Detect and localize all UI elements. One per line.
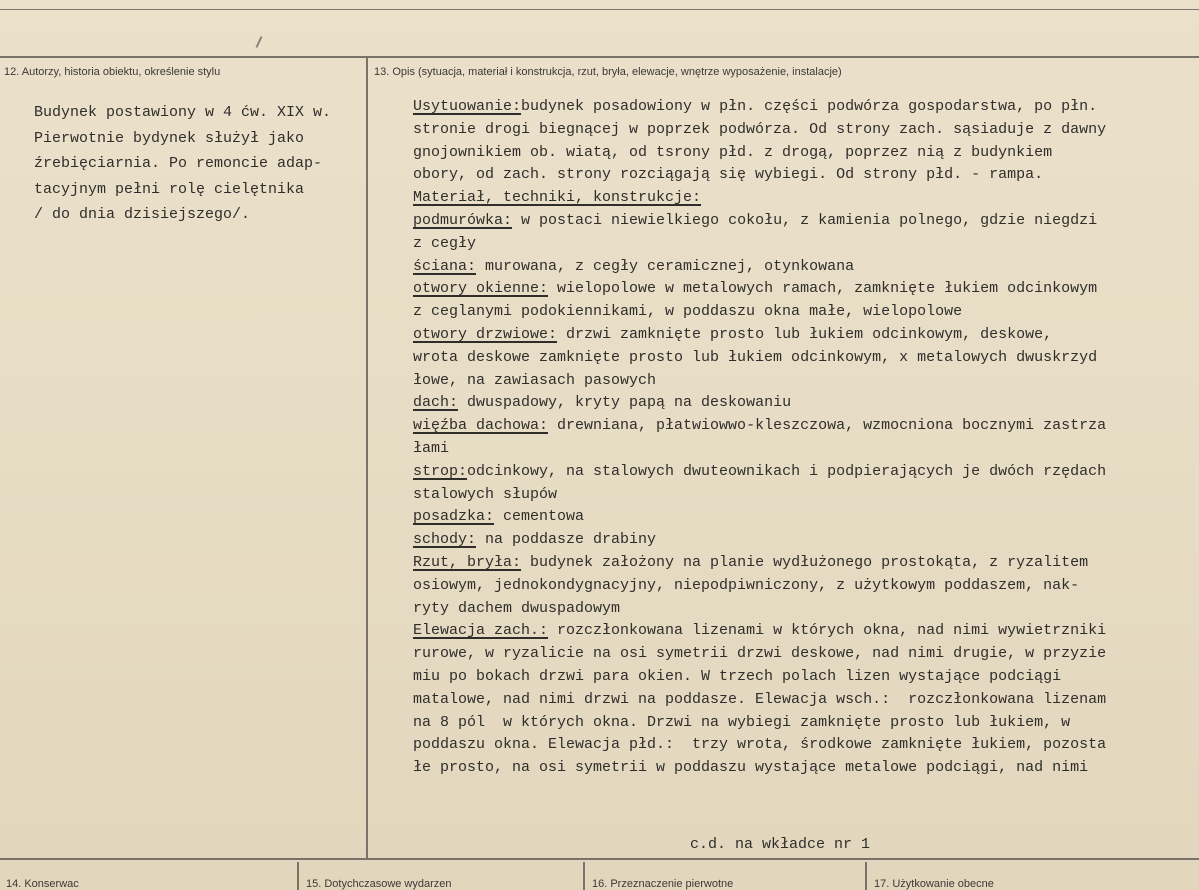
line-text: rurowe, w ryzalicie na osi symetrii drzwi deskowe, nad nimi drugie, w przyzie [413,645,1107,663]
section-label: Materiał, techniki, konstrukcje: [413,189,702,207]
line-text: rozczłonkowana lizenami w których okna, nad nimi wywietrzniki [548,622,1107,640]
line-text: łe prosto, na osi symetrii w poddaszu wystające metalowe podciągi, nad nimi [413,759,1089,777]
field-12-line: / do dnia dzisiejszego/. [34,206,251,223]
field-13-line [413,757,1199,780]
line-text: z cegły [413,234,477,252]
line-text: poddaszu okna. Elewacja płd.: trzy wrota, środkowe zamknięte łukiem, pozosta [413,736,1107,754]
line-text: wielopolowe w metalowych ramach, zamknięte łukiem odcinkowym [548,280,1098,298]
line-text: drewniana, płatwiowwo-kleszczowa, wzmocniona bocznymi zastrza [548,417,1107,435]
column-divider [366,58,368,858]
footer-divider-3 [865,862,867,890]
field-13-line [413,164,1199,187]
line-text: budynek założony na planie wydłużonego prostokąta, z ryzalitem [521,553,1089,571]
field-13-line [413,370,1199,393]
section-divider-bottom [0,858,1199,860]
field-14-header: 14. Konserwac [6,878,79,890]
line-text: ryty dachem dwuspadowym [413,599,621,617]
section-label: Elewacja zach.: [413,622,549,640]
field-12-line: Pierwotnie bydynek służył jako [34,129,305,147]
field-13-line [413,187,1199,210]
line-text: budynek posadowiony w płn. części podwórza gospodarstwa, po płn. [521,98,1098,115]
section-label: więźba dachowa: [413,417,549,435]
section-label: otwory okienne: [413,280,549,298]
line-text: dwuspadowy, kryty papą na deskowaniu [458,394,792,412]
section-label: ściana: [413,257,477,275]
field-13-line [413,643,1199,666]
footer-divider-2 [583,862,585,890]
field-13-text [413,96,1199,780]
line-text: łami [413,439,450,457]
section-label: podmurówka: [413,211,513,229]
field-13-line [413,598,1199,621]
section-label: otwory drzwiowe: [413,325,558,343]
field-13-line [413,620,1199,643]
line-text: stalowych słupów [413,485,558,503]
field-13-line [413,438,1199,461]
section-label: strop: [413,462,468,480]
field-13-line [413,689,1199,712]
field-13-line [413,210,1199,233]
section-divider-top [0,56,1199,58]
line-text: w postaci niewielkiego cokołu, z kamienia polnego, gdzie niegdzi [512,211,1098,229]
field-13-line [413,392,1199,415]
field-13-header: 13. Opis (sytuacja, materiał i konstrukcja, rzut, bryła, elewacje, wnętrze wyposażenie, instalacje) [374,66,842,78]
field-12-text [34,100,364,228]
field-13-line [413,233,1199,256]
line-text: matalowe, nad nimi drzwi na poddasze. Elewacja wsch.: rozczłonkowana lizenam [413,690,1107,708]
field-13-line [413,552,1199,575]
field-13-line [413,119,1199,142]
line-text: z ceglanymi podokiennikami, w poddaszu okna małe, wielopolowe [413,303,963,321]
field-13-line [413,575,1199,598]
field-13-line [413,506,1199,529]
field-13-line [413,256,1199,279]
line-text: gnojownikiem ob. wiatą, od tsrony płd. z drogą, poprzez nią z budynkiem [413,143,1053,161]
top-divider [0,9,1199,10]
continuation-note: c.d. na wkładce nr 1 [690,836,871,853]
footer-divider-1 [297,862,299,890]
section-label: schody: [413,531,477,549]
line-text: cementowa [494,508,585,526]
line-text: odcinkowy, na stalowych dwuteownikach i podpierających je dwóch rzędach [467,462,1107,480]
line-text: stronie drogi biegnącej w poprzek podwórza. Od strony zach. sąsiaduje z dawny [413,120,1107,138]
section-label: posadzka: [413,508,495,526]
field-13-line [413,278,1199,301]
field-13-line [413,347,1199,370]
pen-tick-mark [256,36,263,48]
field-13-line [413,666,1199,689]
field-13-line [413,324,1199,347]
field-12-line: tacyjnym pełni rolę cielętnika [34,180,305,198]
line-text: wrota deskowe zamknięte prosto lub łukiem odcinkowym, x metalowych dwuskrzyd [413,348,1098,366]
section-label: Usytuowanie: [413,98,522,115]
line-text: na poddasze drabiny [476,531,657,549]
field-13-line [413,461,1199,484]
field-13-line [413,734,1199,757]
line-text: murowana, z cegły ceramicznej, otynkowana [476,257,855,275]
field-16-header: 16. Przeznaczenie pierwotne [592,878,734,890]
field-12-line: źrebięciarnia. Po remoncie adap- [34,155,323,172]
section-label: dach: [413,394,459,412]
field-13-line [413,96,1199,119]
line-text: łowe, na zawiasach pasowych [413,371,657,389]
line-text: osiowym, jednokondygnacyjny, niepodpiwniczony, z użytkowym poddaszem, nak- [413,576,1080,594]
field-12-line: Budynek postawiony w 4 ćw. XIX w. [34,104,332,121]
field-12-header: 12. Autorzy, historia obiektu, określenie stylu [4,66,221,78]
field-13-line [413,712,1199,735]
section-label: Rzut, bryła: [413,553,522,571]
line-text: na 8 pól w których okna. Drzwi na wybiegi zamknięte prosto lub łukiem, w [413,713,1071,731]
line-text: miu po bokach drzwi para okien. W trzech polach lizen wystające podciągi [413,667,1062,685]
field-13-line [413,529,1199,552]
line-text: drzwi zamknięte prosto lub łukiem odcinkowym, deskowe, [557,325,1053,343]
line-text: obory, od zach. strony rozciągają się wybiegi. Od strony płd. - rampa. [413,166,1044,184]
field-15-header: 15. Dotychczasowe wydarzen [306,878,452,890]
field-13-line [413,142,1199,165]
field-13-line [413,484,1199,507]
field-13-line [413,415,1199,438]
field-17-header: 17. Użytkowanie obecne [874,878,994,890]
field-13-line [413,301,1199,324]
